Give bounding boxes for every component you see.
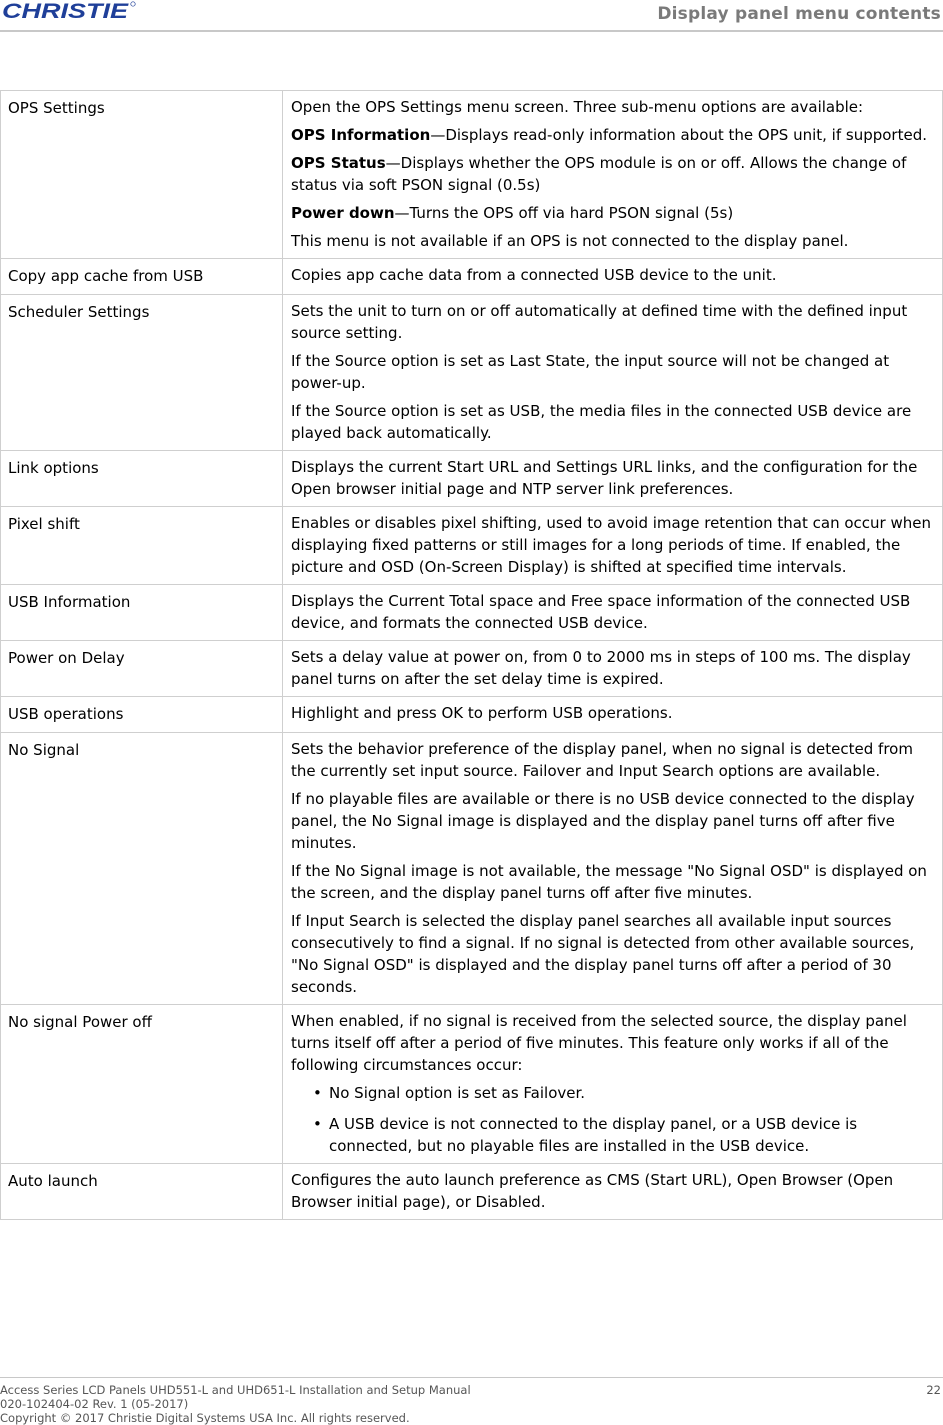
table-row bbox=[1, 295, 943, 451]
bullet-list bbox=[313, 1082, 936, 1157]
page-number: 22 bbox=[926, 1383, 941, 1397]
description-text: If Input Search is selected the display panel searches all available input sources consecutively to find a signal. If no signal is detected from other available sources, "No Signal OSD" is displayed and the display panel turns off after a period of 30 seconds. bbox=[291, 912, 915, 996]
item-term: Power down bbox=[291, 204, 395, 222]
description-text: Sets the behavior preference of the display panel, when no signal is detected from the currently set input source. Failover and Input Search options are available. bbox=[291, 740, 913, 780]
table-row bbox=[1, 585, 943, 641]
setting-name: Power on Delay bbox=[1, 641, 283, 697]
description-text: Displays the current Start URL and Settings URL links, and the configuration for the Open browser initial page and NTP server link preferences. bbox=[291, 458, 918, 498]
item-text: —Displays whether the OPS module is on or off. Allows the change of status via soft PSON signal (0.5s) bbox=[291, 154, 907, 194]
page-footer bbox=[0, 1377, 943, 1425]
description-text: Configures the auto launch preference as CMS (Start URL), Open Browser (Open Browser initial page), or Disabled. bbox=[291, 1171, 894, 1211]
table-row bbox=[1, 451, 943, 507]
table-row bbox=[1, 1164, 943, 1220]
description-text: When enabled, if no signal is received from the selected source, the display panel turns itself off after a period of five minutes. This feature only works if all of the following circumstances occur: bbox=[291, 1012, 907, 1074]
setting-name: OPS Settings bbox=[1, 91, 283, 259]
setting-name: USB Information bbox=[1, 585, 283, 641]
setting-description bbox=[283, 1005, 943, 1164]
ops-information-item bbox=[291, 124, 936, 146]
table-row bbox=[1, 697, 943, 733]
description-text: If the Source option is set as Last State, the input source will not be changed at power-up. bbox=[291, 352, 890, 392]
description-note: This menu is not available if an OPS is not connected to the display panel. bbox=[291, 232, 849, 250]
description-text: Enables or disables pixel shifting, used to avoid image retention that can occur when displaying fixed patterns or still images for a long periods of time. If enabled, the picture and OSD (On-Screen Display) is shifted at specified time intervals. bbox=[291, 514, 931, 576]
setting-description bbox=[283, 91, 943, 259]
page-header bbox=[0, 0, 943, 32]
description-text: Displays the Current Total space and Free space information of the connected USB device, and formats the connected USB device. bbox=[291, 592, 911, 632]
setting-name: Scheduler Settings bbox=[1, 295, 283, 451]
table-row bbox=[1, 91, 943, 259]
description-text: Sets a delay value at power on, from 0 to 2000 ms in steps of 100 ms. The display panel turns on after the set delay time is expired. bbox=[291, 648, 911, 688]
document-revision: 020-102404-02 Rev. 1 (05-2017) bbox=[0, 1397, 189, 1411]
item-term: OPS Status bbox=[291, 154, 386, 172]
setting-description bbox=[283, 585, 943, 641]
item-text: —Displays read-only information about the OPS unit, if supported. bbox=[430, 126, 927, 144]
setting-description bbox=[283, 1164, 943, 1220]
power-down-item bbox=[291, 202, 936, 224]
description-text: If the Source option is set as USB, the media files in the connected USB device are played back automatically. bbox=[291, 402, 912, 442]
menu-contents-table bbox=[0, 90, 943, 1220]
description-text: Copies app cache data from a connected USB device to the unit. bbox=[291, 266, 777, 284]
setting-name: Link options bbox=[1, 451, 283, 507]
table-row bbox=[1, 507, 943, 585]
setting-name: No Signal bbox=[1, 733, 283, 1005]
setting-description bbox=[283, 733, 943, 1005]
bullet-item: • No Signal option is set as Failover. bbox=[313, 1082, 936, 1104]
setting-description bbox=[283, 507, 943, 585]
description-text: Sets the unit to turn on or off automatically at defined time with the defined input source setting. bbox=[291, 302, 908, 342]
item-term: OPS Information bbox=[291, 126, 431, 144]
description-text: If the No Signal image is not available, the message "No Signal OSD" is displayed on the screen, and the display panel turns off after five minutes. bbox=[291, 862, 927, 902]
setting-name: Copy app cache from USB bbox=[1, 259, 283, 295]
setting-description bbox=[283, 451, 943, 507]
description-text: If no playable files are available or there is no USB device connected to the display panel, the No Signal image is displayed and the display panel turns off after five minutes. bbox=[291, 790, 915, 852]
setting-name: No signal Power off bbox=[1, 1005, 283, 1164]
table-row bbox=[1, 641, 943, 697]
table-row bbox=[1, 733, 943, 1005]
description-text: Open the OPS Settings menu screen. Three sub-menu options are available: bbox=[291, 98, 864, 116]
item-text: —Turns the OPS off via hard PSON signal (5s) bbox=[394, 204, 734, 222]
page-title: Display panel menu contents bbox=[657, 4, 941, 24]
manual-title: Access Series LCD Panels UHD551-L and UHD651-L Installation and Setup Manual bbox=[0, 1383, 471, 1397]
table-row bbox=[1, 259, 943, 295]
description-text: Highlight and press OK to perform USB operations. bbox=[291, 704, 673, 722]
logo-text: CHRISTIE bbox=[2, 1, 130, 21]
setting-description bbox=[283, 641, 943, 697]
setting-description bbox=[283, 259, 943, 295]
setting-description bbox=[283, 697, 943, 733]
setting-name: USB operations bbox=[1, 697, 283, 733]
copyright-notice: Copyright © 2017 Christie Digital Systems USA Inc. All rights reserved. bbox=[0, 1411, 410, 1425]
setting-description bbox=[283, 295, 943, 451]
ops-status-item bbox=[291, 152, 936, 196]
bullet-item: • A USB device is not connected to the display panel, or a USB device is connected, but no playable files are installed in the USB device. bbox=[313, 1113, 936, 1157]
setting-name: Pixel shift bbox=[1, 507, 283, 585]
christie-logo bbox=[2, 1, 138, 21]
table-row bbox=[1, 1005, 943, 1164]
setting-name: Auto launch bbox=[1, 1164, 283, 1220]
